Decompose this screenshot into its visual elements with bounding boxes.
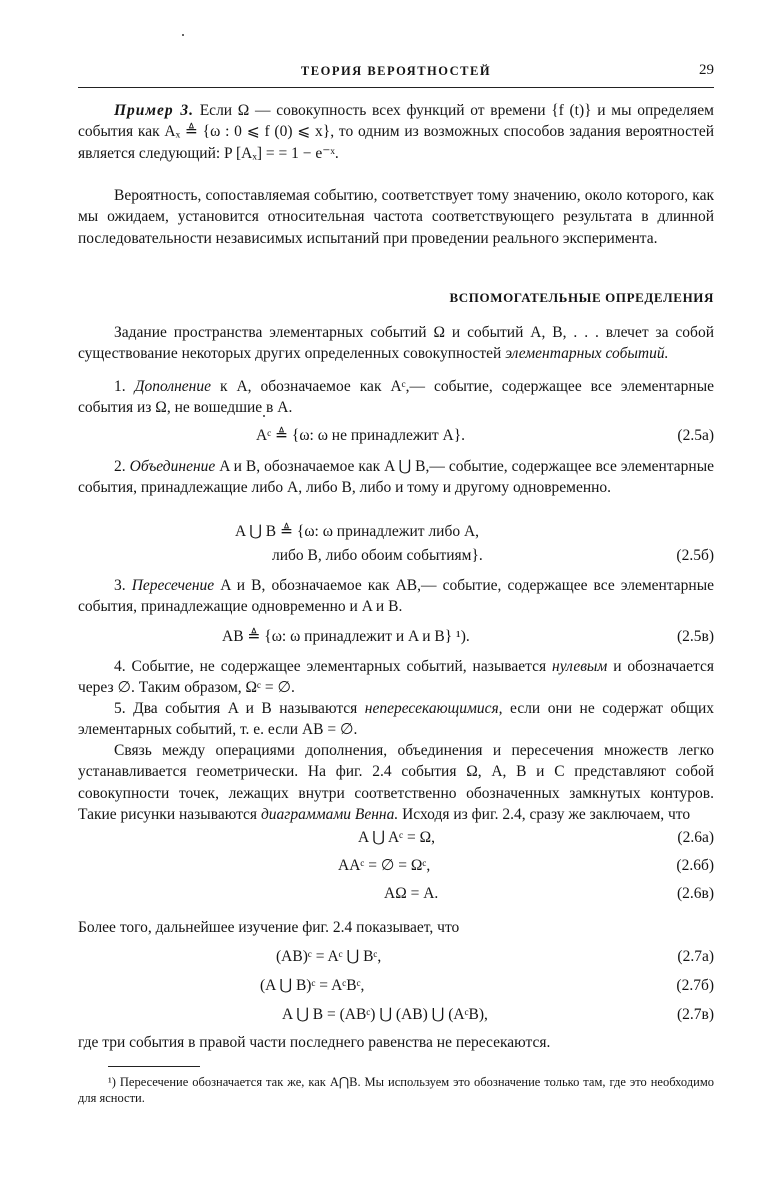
equation-2-5b-line1: A ⋃ B ≜ {ω: ω принадлежит либо A,	[235, 523, 480, 540]
definition-disjoint	[78, 698, 714, 741]
example-3	[78, 100, 714, 164]
intro-paragraph	[78, 322, 714, 365]
header-rule	[78, 87, 714, 88]
footnote: ¹) Пересечение обозначается так же, как A⋂B. Мы используем это обозначение только там, где это необходимо для ясности.	[78, 1075, 714, 1105]
example-label: Пример 3.	[114, 102, 195, 119]
equation-2-5v: AB ≜ {ω: ω принадлежит и A и B} ¹).	[222, 628, 470, 645]
equation-number: (2.7в)	[676, 1006, 714, 1023]
definition-number: 1.	[114, 378, 135, 395]
equation-number: (2.6a)	[677, 829, 714, 846]
page-number: 29	[699, 62, 714, 78]
definition-text: A и B, обозначаемое как AB,— событие, содержащее все элементарные события, принадлежащие одновременно и A и B.	[78, 577, 714, 616]
definition-intersection	[78, 575, 714, 618]
definition-term: нулевым	[552, 658, 608, 675]
print-speck	[182, 34, 184, 36]
equation-2-6a: A ⋃ Aᶜ = Ω,	[358, 829, 435, 846]
equation-2-7v: A ⋃ B = (ABᶜ) ⋃ (AB) ⋃ (AᶜB),	[282, 1006, 488, 1023]
intro-text: Задание пространства элементарных событий Ω и событий A, B, . . . влечет за собой существование некоторых других определенных совокупностей	[78, 324, 714, 363]
definition-term: Пересечение	[131, 577, 215, 594]
definition-term: Дополнение	[134, 378, 211, 395]
definition-term: Объединение	[129, 458, 216, 475]
equation-2-6b: AAᶜ = ∅ = Ωᶜ,	[338, 857, 431, 874]
further-text: Более того, дальнейшее изучение фиг. 2.4 показывает, что	[78, 919, 460, 936]
equation-number: (2.5б)	[676, 547, 714, 564]
equation-number: (2.7a)	[677, 948, 714, 965]
definition-text: A и B, обозначаемое как A ⋃ B,— событие, содержащее все элементарные события, принадлежащие либо A, либо B, либо и тому и другому одновременно.	[78, 458, 714, 497]
probability-paragraph	[78, 185, 714, 249]
equation-2-6v: AΩ = A.	[384, 885, 439, 902]
venn-text: Связь между операциями дополнения, объединения и пересечения множеств легко устанавливается геометрически. На фиг. 2.4 события Ω, A, B и C представляют собой совокупности точек, лежащих внутри соответственно обозначенных замкнутых контуров. Такие рисунки называются	[78, 742, 714, 823]
equation-number: (2.6в)	[676, 885, 714, 902]
equation-2-7a: (AB)ᶜ = Aᶜ ⋃ Bᶜ,	[276, 948, 382, 965]
definition-term: непересекающимися,	[364, 700, 503, 717]
definition-number: 3.	[114, 577, 132, 594]
definition-text: 4. Событие, не содержащее элементарных событий, называется	[114, 658, 553, 675]
example-paragraph	[78, 100, 714, 164]
definition-text: если они не содержат общих элементарных событий, т. е. если AB = ∅.	[78, 700, 714, 739]
equation-number: (2.5в)	[676, 628, 714, 645]
conclusion-paragraph	[78, 1032, 714, 1053]
page-header	[78, 62, 714, 86]
footnote-rule	[108, 1066, 200, 1067]
equation-2-5a: Aᶜ ≜ {ω: ω не принадлежит A}.	[256, 427, 466, 444]
equation-2-5b-line2: либо B, либо обоим событиям}.	[272, 547, 483, 564]
definition-text: и обозначается через ∅. Таким образом, Ωᶜ = ∅.	[78, 658, 714, 697]
venn-term: диаграммами Венна.	[260, 805, 399, 823]
equation-number: (2.5a)	[677, 427, 714, 444]
equation-2-7b: (A ⋃ B)ᶜ = AᶜBᶜ,	[260, 977, 365, 994]
equation-number: (2.6б)	[676, 857, 714, 874]
definition-text: к A, обозначаемое как Aᶜ,— событие, содержащее все элементарные события из Ω, не вошедшие в A.	[78, 378, 714, 417]
running-title: ТЕОРИЯ ВЕРОЯТНОСТЕЙ	[300, 64, 492, 78]
definition-text: 5. Два события A и B называются	[114, 700, 365, 717]
intro-italic: элементарных событий.	[505, 345, 669, 363]
conclusion-text: где три события в правой части последнего равенства не пересекаются.	[78, 1034, 551, 1051]
definition-complement	[78, 376, 714, 419]
example-text: Если Ω — совокупность всех функций от времени {f (t)} и мы определяем события как Aₓ ≜ {ω : 0 ⩽ f (0) ⩽ x}, то одним из возможных способов задания вероятностей является следующий: P [Aₓ] = = 1 − e⁻ˣ.	[78, 102, 714, 162]
venn-after: Исходя из фиг. 2.4, сразу же заключаем, что	[398, 805, 691, 823]
further-paragraph	[78, 917, 714, 938]
definition-null-event	[78, 656, 714, 699]
probability-text: Вероятность, сопоставляемая событию, соответствует тому значению, около которого, как мы ожидаем, установится относительная частота соответствующего результата в длинной последовательности независимых испытаний при проведении реального эксперимента.	[78, 187, 714, 247]
section-title: ВСПОМОГАТЕЛЬНЫЕ ОПРЕДЕЛЕНИЯ	[449, 290, 714, 305]
definition-union	[78, 456, 714, 499]
equation-number: (2.7б)	[676, 977, 714, 994]
venn-paragraph	[78, 740, 714, 825]
definition-number: 2.	[114, 458, 130, 475]
